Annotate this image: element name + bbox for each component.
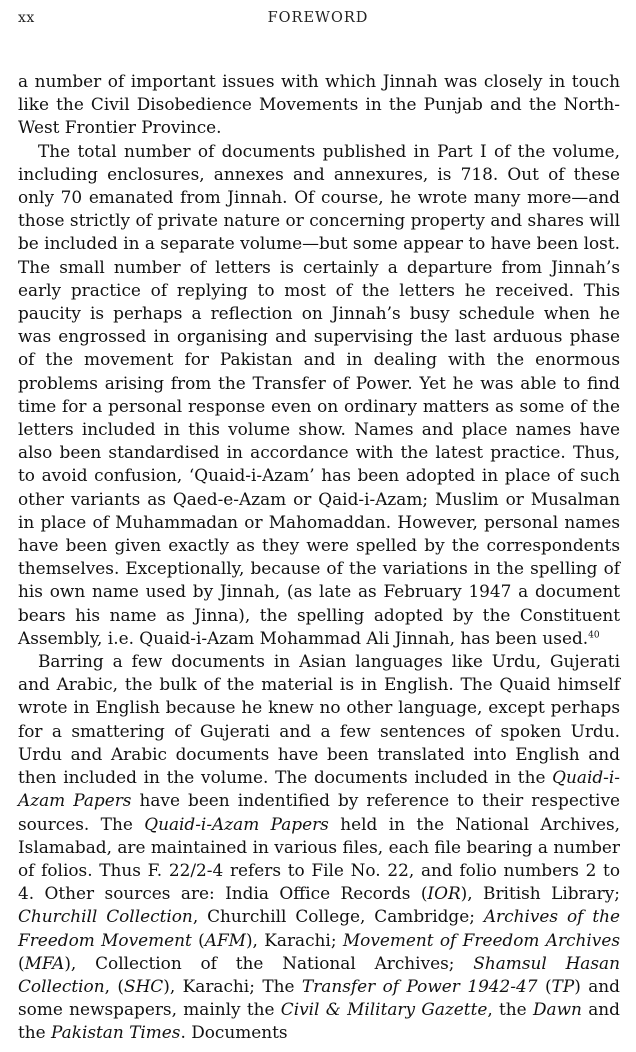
page-number: xx [18, 10, 35, 26]
italic-text: MFA [24, 952, 65, 973]
text-run: ( [18, 952, 25, 973]
italic-text: Shamsul Hasan Collection [18, 952, 620, 996]
text-run: have been indentified by reference to their respective sources. The [18, 790, 621, 834]
italic-text: SHC [124, 975, 164, 996]
paragraph-3 [18, 650, 620, 1044]
text-run: ), Karachi; [245, 929, 343, 950]
running-head [18, 8, 618, 30]
text-run: and the [18, 999, 620, 1043]
text-run: ( [537, 975, 552, 996]
paragraph-1 [18, 70, 620, 140]
paragraph-2 [18, 140, 620, 650]
italic-text: Quaid-i-Azam Papers [144, 813, 329, 834]
text-run: ) and some newspapers, mainly the [18, 975, 620, 1020]
text-run: . Documents [180, 1022, 288, 1043]
italic-text: AFM [204, 929, 246, 950]
text-run: , the [487, 999, 533, 1020]
italic-text: Churchill Collection [18, 906, 193, 927]
body-text [18, 70, 620, 1045]
italic-text: Civil & Military Gazette [280, 999, 488, 1020]
text-run: , Churchill College, Cambridge; [192, 906, 484, 927]
italic-text: IOR [427, 883, 461, 904]
text-run: ), Karachi; The [163, 975, 302, 996]
text-run: ), British Library; [460, 883, 620, 904]
text-run: , ( [104, 975, 124, 996]
italic-text: Transfer of Power 1942-47 [301, 975, 538, 996]
text-run: ), Collection of the National Archives; [64, 952, 474, 973]
italic-text: Quaid-i-Azam Papers [18, 767, 620, 811]
text-run: a number of important issues with which Jinnah was closely in touch like the Civil Disobedience Movements in the Punjab and the North-West Frontier Province. [18, 71, 620, 138]
text-run: Barring a few documents in Asian languages like Urdu, Gujerati and Arabic, the bulk of the material is in English. The Quaid himself wrote in English because he knew no other language, except perhaps for a smattering of Gujerati and a few sentences of spoken Urdu. Urdu and Arabic documents have been translated into English and then included in the volume. The documents included in the [18, 651, 620, 788]
italic-text: Dawn [532, 999, 582, 1020]
italic-text: Pakistan Times [51, 1022, 181, 1043]
footnote-ref: 40 [588, 630, 600, 641]
italic-text: Archives of the Freedom Movement [18, 906, 620, 950]
italic-text: Movement of Freedom Archives [342, 929, 620, 950]
running-title: FOREWORD [267, 10, 369, 26]
text-run: The total number of documents published in Part I of the volume, including enclosures, annexes and annexures, is 718. Out of these only 70 emanated from Jinnah. Of course, he wrote many more—and those strictly of private nature or concerning property and shares will be included in a separate volume—but some appear to have been lost. The small number of letters is certainly a departure from Jinnah’s early practice of replying to most of the letters he received. This paucity is perhaps a reflection on Jinnah’s busy schedule when he was engrossed in organising and supervising the last arduous phase of the movement for Pakistan and in dealing with the enormous problems arising from the Transfer of Power. Yet he was able to find time for a personal response even on ordinary matters as some of the letters included in this volume show. Names and place names have also been standardised in accordance with the latest practice. Thus, to avoid confusion, ‘Quaid-i-Azam’ has been adopted in place of such other variants as Qaed-e-Azam or Qaid-i-Azam; Muslim or Musalman in place of Muhammadan or Mahomaddan. However, personal names have been given exactly as they were spelled by the correspondents themselves. Exceptionally, because of the variations in the spelling of his own name used by Jinnah, (as late as February 1947 a document bears his name as Jinna), the spelling adopted by the Constituent Assembly, i.e. Quaid-i-Azam Mohammad Ali Jinnah, has been used. [18, 140, 620, 648]
text-run: ( [191, 929, 205, 950]
text-run: held in the National Archives, Islamabad, are maintained in various files, each file bearing a number of folios. Thus F. 22/2-4 refers to File No. 22, and folio numbers 2 to 4. Other sources are: India Office Records ( [18, 813, 620, 904]
italic-text: TP [551, 975, 575, 996]
